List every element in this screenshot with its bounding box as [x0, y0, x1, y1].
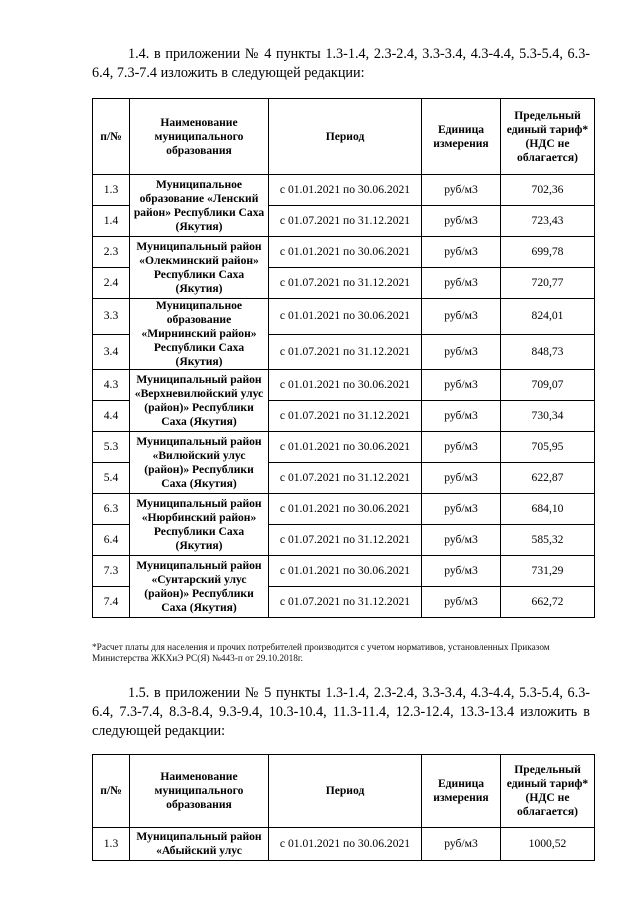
unit: руб/м3: [422, 828, 501, 861]
tariff-value: 731,29: [501, 556, 595, 587]
row-number: 6.3: [93, 494, 130, 525]
table-body: [93, 828, 595, 861]
header-unit: Единица измерения: [422, 99, 501, 175]
header-period: Период: [269, 99, 422, 175]
period: с 01.01.2021 по 30.06.2021: [269, 175, 422, 206]
table-body: [93, 175, 595, 618]
paragraph-number: 1.5.: [128, 685, 150, 701]
period: с 01.01.2021 по 30.06.2021: [269, 556, 422, 587]
header-municipality: Наименование муниципального образования: [130, 99, 269, 175]
unit: руб/м3: [422, 175, 501, 206]
table-row: [93, 432, 595, 463]
period: с 01.07.2021 по 31.12.2021: [269, 401, 422, 432]
paragraph-text: в приложении № 5 пункты 1.3-1.4, 2.3-2.4, 3.3-3.4, 4.3-4.4, 5.3-5.4, 6.3-6.4, 7.3-7.4, 8.3-8.4, 9.3-9.4, 10.3-10.4, 11.3-11.4, 12.3-12.4, 13.3-13.4 изложить в следующей редакции:: [92, 685, 591, 739]
period: с 01.07.2021 по 31.12.2021: [269, 525, 422, 556]
municipality-name: Муниципальное образование «Мирнинский район» Республики Саха (Якутия): [130, 299, 269, 370]
table-row: [93, 237, 595, 268]
tariff-value: 662,72: [501, 587, 595, 618]
municipality-name: Муниципальный район «Олекминский район» Республики Саха (Якутия): [130, 237, 269, 299]
table-row: [93, 828, 595, 861]
tariff-table-appendix-4: [92, 98, 595, 618]
paragraph-number: 1.4.: [128, 46, 150, 62]
tariff-table-appendix-5: [92, 754, 595, 861]
table-header-row: [93, 99, 595, 175]
unit: руб/м3: [422, 432, 501, 463]
unit: руб/м3: [422, 463, 501, 494]
period: с 01.01.2021 по 30.06.2021: [269, 432, 422, 463]
row-number: 6.4: [93, 525, 130, 556]
unit: руб/м3: [422, 494, 501, 525]
row-number: 7.4: [93, 587, 130, 618]
table-row: [93, 299, 595, 335]
row-number: 4.3: [93, 370, 130, 401]
period: с 01.01.2021 по 30.06.2021: [269, 494, 422, 525]
period: с 01.07.2021 по 31.12.2021: [269, 463, 422, 494]
tariff-value: 1000,52: [501, 828, 595, 861]
tariff-value: 699,78: [501, 237, 595, 268]
unit: руб/м3: [422, 525, 501, 556]
period: с 01.07.2021 по 31.12.2021: [269, 206, 422, 237]
row-number: 7.3: [93, 556, 130, 587]
paragraph-text: в приложении № 4 пункты 1.3-1.4, 2.3-2.4, 3.3-3.4, 4.3-4.4, 5.3-5.4, 6.3-6.4, 7.3-7.4 изложить в следующей редакции:: [92, 46, 591, 81]
row-number: 1.4: [93, 206, 130, 237]
period: с 01.01.2021 по 30.06.2021: [269, 370, 422, 401]
header-municipality: Наименование муниципального образования: [130, 755, 269, 828]
period: с 01.07.2021 по 31.12.2021: [269, 268, 422, 299]
footnote: *Расчет платы для населения и прочих потребителей производится с учетом нормативов, установленных Приказом Министерства ЖКХиЭ РС(Я) №443-п от 29.10.2018г.: [92, 643, 550, 664]
unit: руб/м3: [422, 268, 501, 299]
unit: руб/м3: [422, 370, 501, 401]
tariff-value: 709,07: [501, 370, 595, 401]
unit: руб/м3: [422, 556, 501, 587]
unit: руб/м3: [422, 299, 501, 335]
tariff-value: 702,36: [501, 175, 595, 206]
tariff-value: 848,73: [501, 334, 595, 370]
header-unit: Единица измерения: [422, 755, 501, 828]
period: с 01.01.2021 по 30.06.2021: [269, 237, 422, 268]
header-num: п/№: [93, 755, 130, 828]
tariff-value: 684,10: [501, 494, 595, 525]
period: с 01.01.2021 по 30.06.2021: [269, 828, 422, 861]
row-number: 4.4: [93, 401, 130, 432]
paragraph-1-4: [92, 45, 590, 83]
municipality-name: Муниципальный район «Абыйский улус: [130, 828, 269, 861]
row-number: 5.3: [93, 432, 130, 463]
unit: руб/м3: [422, 587, 501, 618]
header-period: Период: [269, 755, 422, 828]
header-num: п/№: [93, 99, 130, 175]
period: с 01.07.2021 по 31.12.2021: [269, 587, 422, 618]
unit: руб/м3: [422, 401, 501, 432]
municipality-name: Муниципальный район «Вилюйский улус (район)» Республики Саха (Якутия): [130, 432, 269, 494]
unit: руб/м3: [422, 237, 501, 268]
row-number: 2.3: [93, 237, 130, 268]
table-row: [93, 370, 595, 401]
tariff-value: 585,32: [501, 525, 595, 556]
municipality-name: Муниципальное образование «Ленский район» Республики Саха (Якутия): [130, 175, 269, 237]
tariff-value: 730,34: [501, 401, 595, 432]
row-number: 1.3: [93, 828, 130, 861]
table-header-row: [93, 755, 595, 828]
tariff-value: 824,01: [501, 299, 595, 335]
table-row: [93, 494, 595, 525]
row-number: 2.4: [93, 268, 130, 299]
table-row: [93, 175, 595, 206]
unit: руб/м3: [422, 334, 501, 370]
row-number: 3.4: [93, 334, 130, 370]
paragraph-1-5: [92, 684, 590, 741]
period: с 01.01.2021 по 30.06.2021: [269, 299, 422, 335]
tariff-value: 723,43: [501, 206, 595, 237]
period: с 01.07.2021 по 31.12.2021: [269, 334, 422, 370]
tariff-value: 705,95: [501, 432, 595, 463]
unit: руб/м3: [422, 206, 501, 237]
table-row: [93, 556, 595, 587]
municipality-name: Муниципальный район «Нюрбинский район» Республики Саха (Якутия): [130, 494, 269, 556]
header-tariff: Предельный единый тариф* (НДС не облагается): [501, 99, 595, 175]
row-number: 5.4: [93, 463, 130, 494]
municipality-name: Муниципальный район «Сунтарский улус (район)» Республики Саха (Якутия): [130, 556, 269, 618]
row-number: 1.3: [93, 175, 130, 206]
municipality-name: Муниципальный район «Верхневилюйский улус (район)» Республики Саха (Якутия): [130, 370, 269, 432]
row-number: 3.3: [93, 299, 130, 335]
header-tariff: Предельный единый тариф* (НДС не облагается): [501, 755, 595, 828]
tariff-value: 720,77: [501, 268, 595, 299]
tariff-value: 622,87: [501, 463, 595, 494]
